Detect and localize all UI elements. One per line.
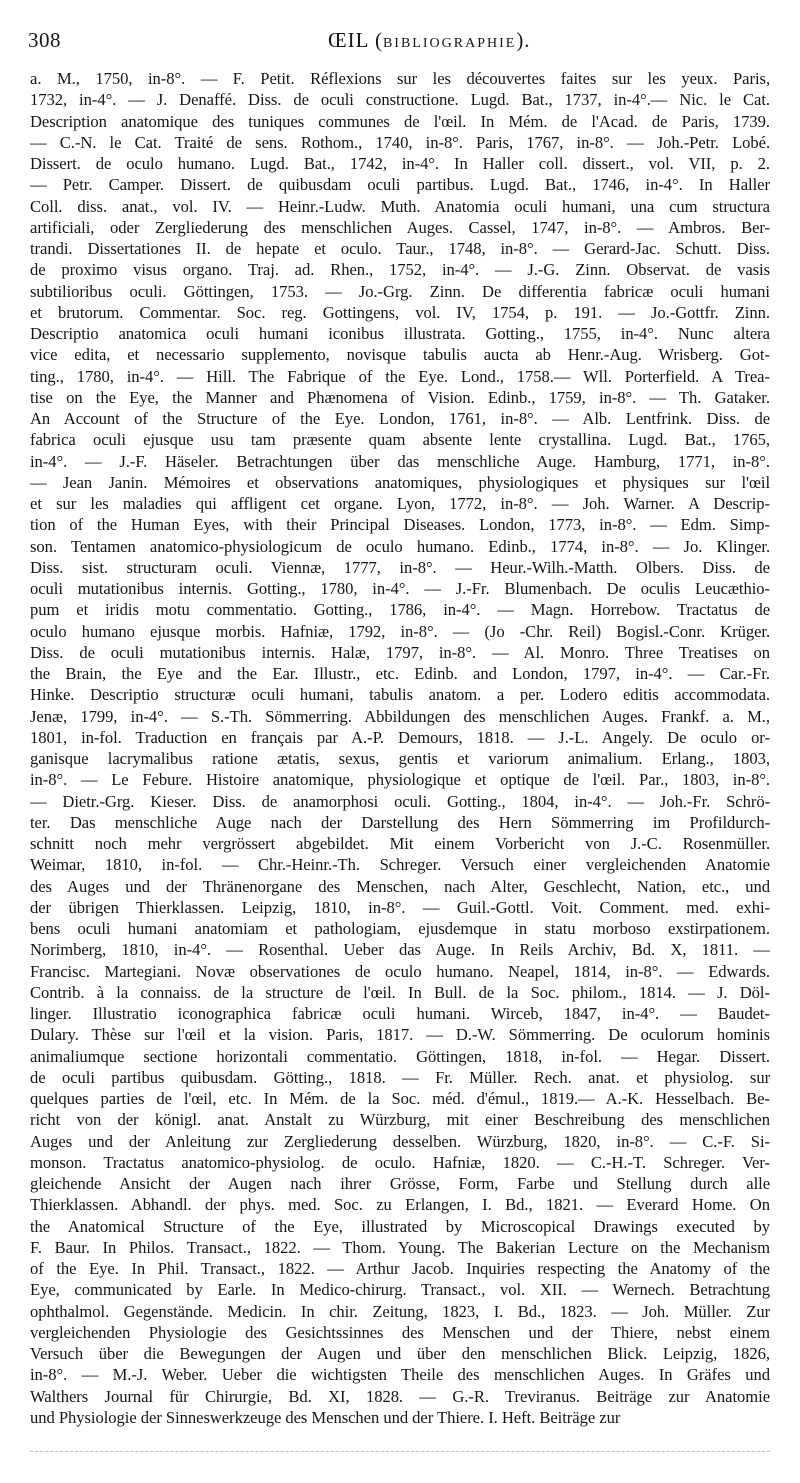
- text-line: son. Tentamen anatomico-physiologicum de oculo humano. Edinb., 1774, in-8°. — Jo. Klinger.: [30, 536, 770, 556]
- text-line: Dissert. de oculo humano. Lugd. Bat., 1742, in-4°. In Haller coll. dissert., vol. VII, p. 2.: [30, 154, 770, 173]
- text-line: Auges und der Anleitung zur Zergliederung desselben. Würzburg, 1820, in-8°. — C.-F. Si-: [30, 1131, 770, 1151]
- text-line: ganisque lacrymalibus ratione ætatis, sexus, gentis et variorum animalium. Erlang., 1803,: [30, 749, 770, 768]
- text-line: oculo humano ejusque morbis. Hafniæ, 1792, in-8°. — (Jo -Chr. Reil) Bogisl.-Conr. Krüger.: [30, 621, 770, 641]
- text-line: in-8°. — M.-J. Weber. Ueber die wichtigsten Theile des menschlichen Auges. In Gräfes und: [30, 1365, 770, 1385]
- text-line: Weimar, 1810, in-fol. — Chr.-Heinr.-Th. Schreger. Versuch einer vergleichenden Anatomie: [30, 855, 770, 875]
- text-line: quelques parties de l'œil, etc. In Mém. de la Soc. méd. d'émul., 1819.— A.-K. Hesselbach. Be-: [30, 1089, 770, 1108]
- text-line: the Brain, the Eye and the Ear. Illustr., etc. Edinb. and London, 1797, in-4°. — Car.-Fr.: [30, 664, 770, 683]
- text-line: Hinke. Descriptio structuræ oculi humani, tabulis anatom. a per. Lodero editis accommodata.: [30, 685, 770, 705]
- text-line: pum et iridis motu commentatio. Gotting., 1786, in-4°. — Magn. Horrebow. Tractatus de: [30, 600, 770, 620]
- text-line: tion of the Human Eyes, with their Principal Diseases. London, 1773, in-8°. — Edm. Simp-: [30, 515, 770, 535]
- text-line: — Jean Janin. Mémoires et observations anatomiques, physiologiques et physiques sur l'œil: [30, 472, 770, 492]
- text-line: Jenæ, 1799, in-4°. — S.-Th. Sömmerring. Abbildungen des menschlichen Auges. Frankf. a. M.,: [30, 706, 770, 726]
- text-line: vice edita, et necessario supplemento, novisque tabulis aucta ab Henr.-Aug. Wrisberg. Got-: [30, 345, 770, 365]
- text-line: — Dietr.-Grg. Kieser. Diss. de anamorphosi oculi. Gotting., 1804, in-4°. — Joh.-Fr. Schrö-: [30, 791, 770, 811]
- text-line: der übrigen Thierklassen. Leipzig, 1810, in-8°. — Guil.-Gottl. Voit. Comment. med. exhi-: [30, 897, 770, 917]
- text-line: linger. Illustratio iconographica fabricæ oculi humani. Wirceb, 1847, in-4°. — Baudet-: [30, 1004, 770, 1023]
- text-line: et sur les maladies qui affligent cet organe. Lyon, 1772, in-8°. — Joh. Warner. A Descrip-: [30, 494, 770, 513]
- text-line: et brutorum. Commentar. Soc. reg. Gottingens, vol. IV, 1754, p. 191. — Jo.-Gottfr. Zinn.: [30, 302, 770, 322]
- text-line: Diss. de oculi mutationibus internis. Halæ, 1797, in-8°. — Al. Monro. Three Treatises on: [30, 642, 770, 662]
- text-line: Thierklassen. Abhandl. der phys. med. Soc. zu Erlangen, I. Bd., 1821. — Everard Home. On: [30, 1195, 770, 1215]
- running-head-title: ŒIL (: [328, 28, 383, 52]
- text-line: — Petr. Camper. Dissert. de quibusdam oculi partibus. Lugd. Bat., 1746, in-4°. In Haller: [30, 175, 770, 195]
- footer-rule: [30, 1451, 770, 1452]
- text-line: 1732, in-4°. — J. Denaffé. Diss. de oculi constructione. Lugd. Bat., 1737, in-4°.— Nic. le Cat.: [30, 90, 770, 110]
- text-line: Norimberg, 1810, in-4°. — Rosenthal. Ueber das Auge. In Reils Archiv, Bd. X, 1811. —: [30, 940, 770, 960]
- text-line: oculi mutationibus internis. Gotting., 1780, in-4°. — J.-Fr. Blumenbach. De oculis Leucæthio-: [30, 579, 770, 598]
- page-number: 308: [28, 28, 61, 52]
- text-line: artificiali, oder Zergliederung des menschlichen Auges. Cassel, 1747, in-8°. — Ambros. Ber-: [30, 217, 770, 237]
- text-line: Description anatomique des tuniques communes de l'œil. In Mém. de l'Acad. de Paris, 1739.: [30, 111, 770, 131]
- text-line: richt von der königl. anat. Anstalt zu Würzburg, mit einer Beschreibung des menschlichen: [30, 1110, 770, 1130]
- text-line: Francisc. Martegiani. Novæ observationes de oculo humano. Neapel, 1814, in-8°. — Edwards.: [30, 961, 770, 981]
- text-line: ter. Das menschliche Auge nach der Darstellung des Hern Sömmerring im Profildurch-: [30, 812, 770, 832]
- text-line: animaliumque sectione horizontali commentatio. Göttingen, 1818, in-fol. — Hegar. Dissert.: [30, 1046, 770, 1066]
- text-line: a. M., 1750, in-8°. — F. Petit. Réflexions sur les découvertes faites sur les yeux. Paris,: [30, 69, 770, 88]
- text-line: in-4°. — J.-F. Häseler. Betrachtungen über das menschliche Auge. Hamburg, 1771, in-8°.: [30, 451, 770, 471]
- text-line: F. Baur. In Philos. Transact., 1822. — Thom. Young. The Bakerian Lecture on the Mechanism: [30, 1237, 770, 1257]
- text-line: the Anatomical Structure of the Eye, illustrated by Microscopical Drawings executed by: [30, 1216, 770, 1236]
- text-line: ting., 1780, in-4°. — Hill. The Fabrique of the Eye. Lond., 1758.— Wll. Porterfield. A Trea-: [30, 366, 770, 386]
- text-line: subtilioribus oculi. Göttingen, 1753. — Jo.-Grg. Zinn. De differentia fabricæ oculi humani: [30, 281, 770, 301]
- text-line: ophthalmol. Gegenstände. Medicin. In chir. Zeitung, 1823, I. Bd., 1823. — Joh. Müller. Zur: [30, 1301, 770, 1321]
- text-line: — C.-N. le Cat. Traité de sens. Rothom., 1740, in-8°. Paris, 1767, in-8°. — Joh.-Petr. Lobé.: [30, 132, 770, 152]
- text-line: des Auges und der Thränenorgane des Menschen, nach Alter, Geschlecht, Nation, etc., und: [30, 876, 770, 896]
- text-line: schnitt noch mehr vergrössert abgebildet. Mit einem Vorbericht von J.-C. Rosenmüller.: [30, 834, 770, 853]
- text-line: Diss. sist. structuram oculi. Viennæ, 1777, in-8°. — Heur.-Wilh.-Matth. Olbers. Diss. de: [30, 557, 770, 577]
- text-line: Walthers Journal für Chirurgie, Bd. XI, 1828. — G.-R. Treviranus. Beiträge zur Anatomie: [30, 1386, 770, 1406]
- text-line: de proximo visus organo. Traj. ad. Rhen., 1752, in-4°. — J.-G. Zinn. Observat. de vasis: [30, 260, 770, 280]
- text-line: monson. Tractatus anatomico-physiolog. de oculo. Hafniæ, 1820. — C.-H.-T. Schreger. Ver-: [30, 1152, 770, 1172]
- running-head: [328, 28, 531, 53]
- text-line: 1801, in-fol. Traduction en français par A.-P. Demours, 1818. — J.-L. Angely. De oculo or-: [30, 727, 770, 747]
- running-head-subtitle: BIBLIOGRAPHIE: [382, 36, 517, 51]
- text-line: Versuch über die Bewegungen der Augen und über den menschlichen Blick. Leipzig, 1826,: [30, 1344, 770, 1363]
- text-line: Coll. diss. anat., vol. IV. — Heinr.-Ludw. Muth. Anatomia oculi humani, una cum structura: [30, 196, 770, 216]
- bibliography-text: [30, 68, 770, 1428]
- text-line: vergleichenden Physiologie des Gesichtssinnes des Menschen und der Thiere, nebst einem: [30, 1322, 770, 1342]
- page-header: [28, 28, 770, 58]
- text-line: gleichende Ansicht der Augen nach ihrer Grösse, Form, Farbe und Stellung durch alle: [30, 1174, 770, 1193]
- text-line: Contrib. à la connaiss. de la structure de l'œil. In Bull. de la Soc. philom., 1814. — J. Döl-: [30, 982, 770, 1002]
- text-line: und Physiologie der Sinneswerkzeuge des Menschen und der Thiere. I. Heft. Beiträge zur: [30, 1407, 621, 1427]
- text-line: An Account of the Structure of the Eye. London, 1761, in-8°. — Alb. Lentfrink. Diss. de: [30, 409, 770, 428]
- text-line: Descriptio anatomica oculi humani iconibus illustrata. Gotting., 1755, in-4°. Nunc altera: [30, 324, 770, 343]
- text-line: Eye, communicated by Earle. In Medico-chirurg. Transact., vol. XII. — Wernech. Betrachtung: [30, 1280, 770, 1300]
- running-head-end: ).: [516, 28, 531, 52]
- text-line: trandi. Dissertationes II. de hepate et oculo. Taur., 1748, in-8°. — Gerard-Jac. Schutt. Diss.: [30, 239, 770, 258]
- text-line: in-8°. — Le Febure. Histoire anatomique, physiologique et optique de l'œil. Par., 1803, in-8°.: [30, 770, 770, 790]
- text-line: tise on the Eye, the Manner and Phænomena of Vision. Edinb., 1759, in-8°. — Th. Gataker.: [30, 387, 770, 407]
- text-line: fabrica oculi ejusque usu tam præsente quam absente lente crystallina. Lugd. Bat., 1765,: [30, 430, 770, 450]
- text-line: bens oculi humani anatomiam et pathologiam, ejusdemque in statu morboso exstirpationem.: [30, 919, 770, 938]
- text-line: de oculi partibus quibusdam. Götting., 1818. — Fr. Müller. Rech. anat. et physiolog. sur: [30, 1067, 770, 1087]
- text-line: Dulary. Thèse sur l'œil et la vision. Paris, 1817. — D.-W. Sömmerring. De oculorum hominis: [30, 1025, 770, 1045]
- text-line: of the Eye. In Phil. Transact., 1822. — Arthur Jacob. Inquiries respecting the Anatomy of the: [30, 1259, 770, 1278]
